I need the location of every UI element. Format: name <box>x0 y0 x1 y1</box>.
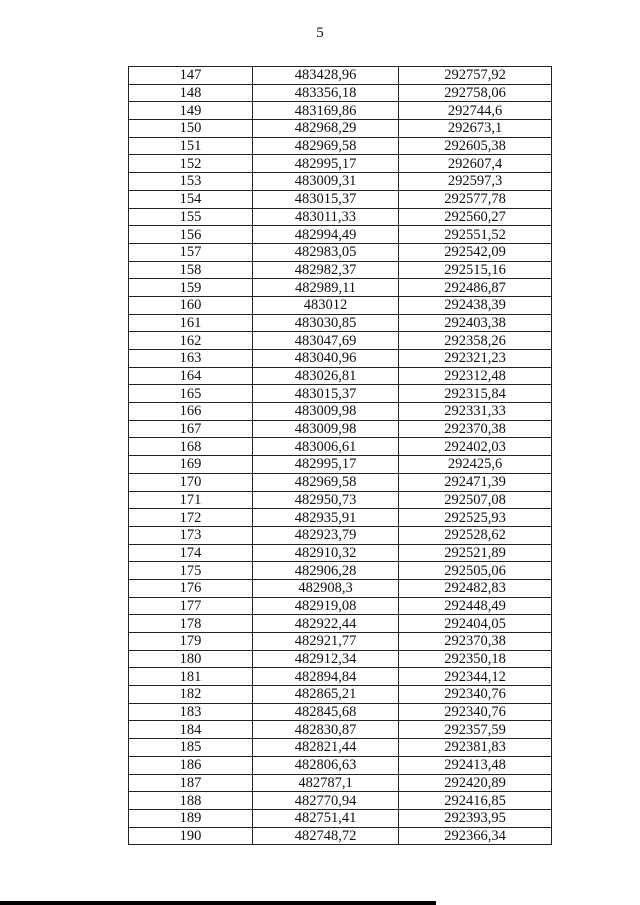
y-coordinate-cell: 292521,89 <box>399 544 552 562</box>
bottom-rule <box>0 901 436 905</box>
y-coordinate-cell: 292605,38 <box>399 137 552 155</box>
x-coordinate-cell: 483011,33 <box>253 208 399 226</box>
y-coordinate-cell: 292340,76 <box>399 686 552 704</box>
y-coordinate-cell: 292471,39 <box>399 473 552 491</box>
point-number-cell: 174 <box>129 544 253 562</box>
x-coordinate-cell: 482995,17 <box>253 456 399 474</box>
point-number-cell: 181 <box>129 668 253 686</box>
point-number-cell: 152 <box>129 155 253 173</box>
x-coordinate-cell: 482906,28 <box>253 562 399 580</box>
y-coordinate-cell: 292416,85 <box>399 792 552 810</box>
x-coordinate-cell: 483169,86 <box>253 102 399 120</box>
x-coordinate-cell: 483009,98 <box>253 403 399 421</box>
table-row <box>129 491 552 509</box>
y-coordinate-cell: 292350,18 <box>399 650 552 668</box>
point-number-cell: 176 <box>129 579 253 597</box>
y-coordinate-cell: 292758,06 <box>399 84 552 102</box>
table-row <box>129 438 552 456</box>
point-number-cell: 163 <box>129 350 253 368</box>
y-coordinate-cell: 292344,12 <box>399 668 552 686</box>
table-row <box>129 509 552 527</box>
table-row <box>129 668 552 686</box>
x-coordinate-cell: 482968,29 <box>253 120 399 138</box>
y-coordinate-cell: 292757,92 <box>399 67 552 85</box>
point-number-cell: 188 <box>129 792 253 810</box>
table-row <box>129 332 552 350</box>
y-coordinate-cell: 292370,38 <box>399 420 552 438</box>
y-coordinate-cell: 292673,1 <box>399 120 552 138</box>
coordinates-table <box>128 66 552 845</box>
x-coordinate-cell: 482748,72 <box>253 827 399 845</box>
table-row <box>129 385 552 403</box>
y-coordinate-cell: 292448,49 <box>399 597 552 615</box>
y-coordinate-cell: 292438,39 <box>399 296 552 314</box>
table-row <box>129 526 552 544</box>
point-number-cell: 185 <box>129 739 253 757</box>
x-coordinate-cell: 482894,84 <box>253 668 399 686</box>
x-coordinate-cell: 482751,41 <box>253 809 399 827</box>
x-coordinate-cell: 482994,49 <box>253 226 399 244</box>
table-row <box>129 67 552 85</box>
point-number-cell: 182 <box>129 686 253 704</box>
y-coordinate-cell: 292597,3 <box>399 173 552 191</box>
x-coordinate-cell: 483006,61 <box>253 438 399 456</box>
y-coordinate-cell: 292321,23 <box>399 350 552 368</box>
y-coordinate-cell: 292528,62 <box>399 526 552 544</box>
y-coordinate-cell: 292340,76 <box>399 703 552 721</box>
point-number-cell: 149 <box>129 102 253 120</box>
point-number-cell: 159 <box>129 279 253 297</box>
x-coordinate-cell: 482908,3 <box>253 579 399 597</box>
y-coordinate-cell: 292404,05 <box>399 615 552 633</box>
table-row <box>129 456 552 474</box>
y-coordinate-cell: 292551,52 <box>399 226 552 244</box>
y-coordinate-cell: 292413,48 <box>399 756 552 774</box>
y-coordinate-cell: 292315,84 <box>399 385 552 403</box>
point-number-cell: 170 <box>129 473 253 491</box>
table-row <box>129 208 552 226</box>
y-coordinate-cell: 292331,33 <box>399 403 552 421</box>
point-number-cell: 167 <box>129 420 253 438</box>
table-row <box>129 562 552 580</box>
y-coordinate-cell: 292402,03 <box>399 438 552 456</box>
point-number-cell: 161 <box>129 314 253 332</box>
y-coordinate-cell: 292393,95 <box>399 809 552 827</box>
table-row <box>129 544 552 562</box>
coordinates-table-body <box>129 67 552 845</box>
y-coordinate-cell: 292607,4 <box>399 155 552 173</box>
point-number-cell: 162 <box>129 332 253 350</box>
x-coordinate-cell: 483030,85 <box>253 314 399 332</box>
table-row <box>129 579 552 597</box>
table-row <box>129 350 552 368</box>
x-coordinate-cell: 482821,44 <box>253 739 399 757</box>
table-row <box>129 420 552 438</box>
table-row <box>129 261 552 279</box>
x-coordinate-cell: 482830,87 <box>253 721 399 739</box>
x-coordinate-cell: 482806,63 <box>253 756 399 774</box>
table-row <box>129 84 552 102</box>
point-number-cell: 156 <box>129 226 253 244</box>
x-coordinate-cell: 483009,98 <box>253 420 399 438</box>
table-row <box>129 739 552 757</box>
y-coordinate-cell: 292542,09 <box>399 243 552 261</box>
x-coordinate-cell: 482910,32 <box>253 544 399 562</box>
point-number-cell: 183 <box>129 703 253 721</box>
y-coordinate-cell: 292515,16 <box>399 261 552 279</box>
point-number-cell: 153 <box>129 173 253 191</box>
table-row <box>129 226 552 244</box>
table-row <box>129 243 552 261</box>
x-coordinate-cell: 483047,69 <box>253 332 399 350</box>
point-number-cell: 172 <box>129 509 253 527</box>
x-coordinate-cell: 482919,08 <box>253 597 399 615</box>
point-number-cell: 154 <box>129 190 253 208</box>
table-row <box>129 633 552 651</box>
point-number-cell: 175 <box>129 562 253 580</box>
x-coordinate-cell: 482995,17 <box>253 155 399 173</box>
x-coordinate-cell: 482969,58 <box>253 473 399 491</box>
point-number-cell: 186 <box>129 756 253 774</box>
y-coordinate-cell: 292425,6 <box>399 456 552 474</box>
x-coordinate-cell: 482969,58 <box>253 137 399 155</box>
x-coordinate-cell: 482989,11 <box>253 279 399 297</box>
point-number-cell: 187 <box>129 774 253 792</box>
y-coordinate-cell: 292357,59 <box>399 721 552 739</box>
table-row <box>129 367 552 385</box>
x-coordinate-cell: 483026,81 <box>253 367 399 385</box>
table-row <box>129 473 552 491</box>
point-number-cell: 158 <box>129 261 253 279</box>
table-row <box>129 102 552 120</box>
y-coordinate-cell: 292358,26 <box>399 332 552 350</box>
table-row <box>129 792 552 810</box>
point-number-cell: 177 <box>129 597 253 615</box>
y-coordinate-cell: 292505,06 <box>399 562 552 580</box>
y-coordinate-cell: 292525,93 <box>399 509 552 527</box>
x-coordinate-cell: 482982,37 <box>253 261 399 279</box>
table-row <box>129 190 552 208</box>
table-row <box>129 650 552 668</box>
table-row <box>129 314 552 332</box>
table-row <box>129 756 552 774</box>
table-row <box>129 120 552 138</box>
point-number-cell: 180 <box>129 650 253 668</box>
point-number-cell: 148 <box>129 84 253 102</box>
table-row <box>129 809 552 827</box>
y-coordinate-cell: 292486,87 <box>399 279 552 297</box>
y-coordinate-cell: 292381,83 <box>399 739 552 757</box>
y-coordinate-cell: 292366,34 <box>399 827 552 845</box>
y-coordinate-cell: 292560,27 <box>399 208 552 226</box>
point-number-cell: 164 <box>129 367 253 385</box>
table-row <box>129 703 552 721</box>
table-row <box>129 597 552 615</box>
x-coordinate-cell: 483356,18 <box>253 84 399 102</box>
table-row <box>129 774 552 792</box>
y-coordinate-cell: 292507,08 <box>399 491 552 509</box>
point-number-cell: 189 <box>129 809 253 827</box>
x-coordinate-cell: 482983,05 <box>253 243 399 261</box>
x-coordinate-cell: 482921,77 <box>253 633 399 651</box>
x-coordinate-cell: 482923,79 <box>253 526 399 544</box>
x-coordinate-cell: 483015,37 <box>253 385 399 403</box>
point-number-cell: 171 <box>129 491 253 509</box>
table-row <box>129 279 552 297</box>
x-coordinate-cell: 482950,73 <box>253 491 399 509</box>
table-row <box>129 173 552 191</box>
point-number-cell: 184 <box>129 721 253 739</box>
y-coordinate-cell: 292403,38 <box>399 314 552 332</box>
page-number: 5 <box>316 25 324 41</box>
x-coordinate-cell: 483015,37 <box>253 190 399 208</box>
y-coordinate-cell: 292370,38 <box>399 633 552 651</box>
point-number-cell: 166 <box>129 403 253 421</box>
point-number-cell: 151 <box>129 137 253 155</box>
x-coordinate-cell: 482845,68 <box>253 703 399 721</box>
point-number-cell: 173 <box>129 526 253 544</box>
table-row <box>129 721 552 739</box>
x-coordinate-cell: 482787,1 <box>253 774 399 792</box>
x-coordinate-cell: 482865,21 <box>253 686 399 704</box>
table-row <box>129 686 552 704</box>
point-number-cell: 155 <box>129 208 253 226</box>
point-number-cell: 169 <box>129 456 253 474</box>
x-coordinate-cell: 482922,44 <box>253 615 399 633</box>
x-coordinate-cell: 483012 <box>253 296 399 314</box>
x-coordinate-cell: 482770,94 <box>253 792 399 810</box>
point-number-cell: 150 <box>129 120 253 138</box>
y-coordinate-cell: 292312,48 <box>399 367 552 385</box>
x-coordinate-cell: 483040,96 <box>253 350 399 368</box>
x-coordinate-cell: 482912,34 <box>253 650 399 668</box>
point-number-cell: 179 <box>129 633 253 651</box>
table-row <box>129 403 552 421</box>
point-number-cell: 168 <box>129 438 253 456</box>
table-row <box>129 155 552 173</box>
y-coordinate-cell: 292482,83 <box>399 579 552 597</box>
x-coordinate-cell: 483428,96 <box>253 67 399 85</box>
point-number-cell: 160 <box>129 296 253 314</box>
table-row <box>129 615 552 633</box>
table-row <box>129 827 552 845</box>
y-coordinate-cell: 292744,6 <box>399 102 552 120</box>
y-coordinate-cell: 292420,89 <box>399 774 552 792</box>
point-number-cell: 165 <box>129 385 253 403</box>
table-row <box>129 137 552 155</box>
table-row <box>129 296 552 314</box>
point-number-cell: 190 <box>129 827 253 845</box>
point-number-cell: 178 <box>129 615 253 633</box>
y-coordinate-cell: 292577,78 <box>399 190 552 208</box>
x-coordinate-cell: 482935,91 <box>253 509 399 527</box>
x-coordinate-cell: 483009,31 <box>253 173 399 191</box>
point-number-cell: 147 <box>129 67 253 85</box>
point-number-cell: 157 <box>129 243 253 261</box>
